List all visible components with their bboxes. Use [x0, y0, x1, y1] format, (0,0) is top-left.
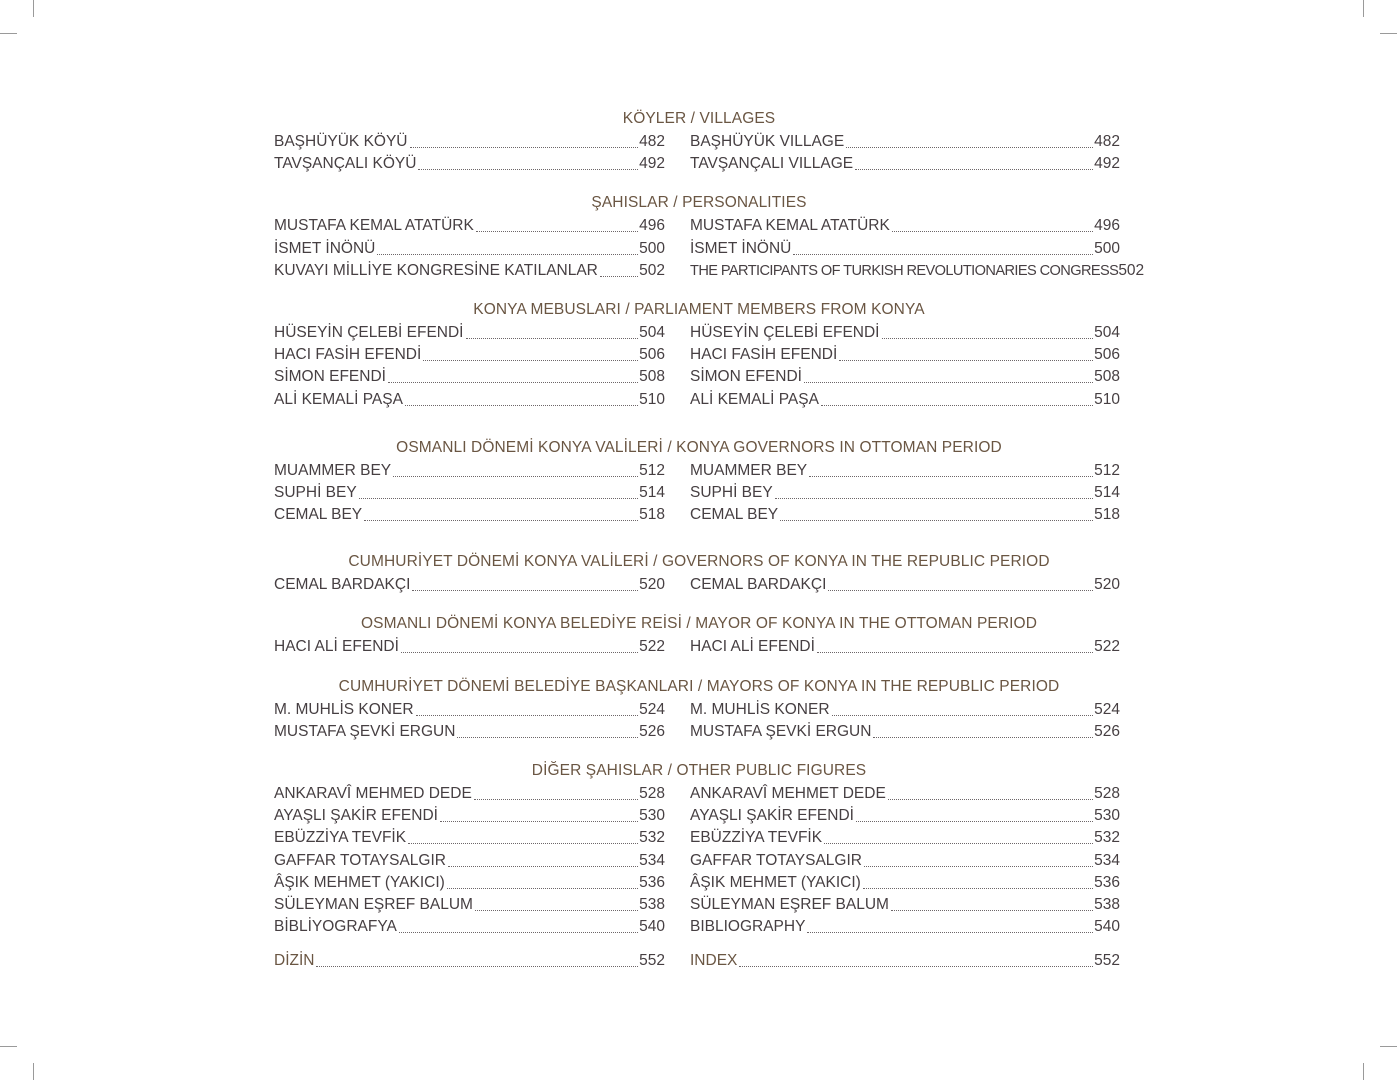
entry-label: ANKARAVÎ MEHMED DEDE — [274, 785, 472, 802]
dot-leader — [891, 909, 1093, 911]
dot-leader — [412, 589, 638, 591]
toc-entry-tr[interactable] — [274, 237, 665, 259]
entry-page: 526 — [1094, 722, 1120, 740]
toc-row — [274, 459, 1124, 481]
toc-row — [274, 635, 1124, 657]
dot-leader — [793, 253, 1093, 255]
dot-leader — [388, 381, 638, 383]
entry-label: HÜSEYİN ÇELEBİ EFENDİ — [690, 323, 880, 341]
toc-entry-en[interactable] — [690, 343, 1120, 365]
entry-page: 508 — [639, 368, 665, 386]
entry-page: 530 — [1094, 807, 1120, 825]
dot-leader — [839, 359, 1093, 361]
entry-page: 530 — [639, 807, 665, 825]
toc-entry-en[interactable] — [690, 782, 1120, 804]
dot-leader — [405, 404, 638, 406]
toc-entry-index-tr[interactable] — [274, 949, 665, 971]
toc-entry-en[interactable] — [690, 635, 1120, 657]
dot-leader — [824, 842, 1093, 844]
entry-label: EBÜZZİYA TEVFİK — [690, 829, 823, 847]
entry-label: ALİ KEMALİ PAŞA — [274, 390, 403, 408]
dot-leader — [393, 475, 638, 477]
toc-row — [274, 720, 1124, 742]
toc-row — [274, 573, 1124, 595]
toc-row — [274, 698, 1124, 720]
dot-leader — [401, 651, 638, 653]
toc-section-index — [274, 949, 1124, 971]
dot-leader — [423, 359, 638, 361]
toc-row — [274, 871, 1124, 893]
dot-leader — [440, 820, 638, 822]
toc-entry-tr[interactable] — [274, 214, 665, 236]
entry-page: 502 — [1118, 261, 1145, 279]
crop-mark-bottom-left — [33, 1063, 34, 1080]
toc-entry-en[interactable] — [690, 365, 1120, 387]
entry-page: 506 — [1094, 346, 1120, 364]
toc-entry-en[interactable] — [690, 459, 1120, 481]
entry-page: 510 — [639, 390, 665, 408]
entry-label: CEMAL BEY — [274, 506, 363, 524]
dot-leader — [780, 519, 1093, 521]
toc-section-ottoman-governors — [274, 437, 1124, 526]
toc-row — [274, 214, 1124, 236]
toc-row — [274, 237, 1124, 259]
toc-row — [274, 915, 1124, 937]
toc-row — [274, 503, 1124, 525]
entry-page: 520 — [1094, 576, 1120, 594]
entry-label: CEMAL BEY — [690, 506, 779, 524]
dot-leader — [447, 887, 638, 889]
entry-label: BAŞHÜYÜK KÖYÜ — [274, 133, 408, 150]
toc-entry-tr[interactable] — [274, 365, 665, 387]
entry-page: 540 — [639, 918, 665, 936]
toc-entry-en[interactable] — [690, 237, 1120, 259]
crop-mark-top-left-h — [0, 33, 17, 34]
dot-leader — [448, 865, 638, 867]
entry-label: ALİ KEMALİ PAŞA — [690, 390, 819, 408]
entry-label: MUSTAFA KEMAL ATATÜRK — [274, 217, 474, 235]
entry-label: SİMON EFENDİ — [690, 368, 802, 386]
toc-entry-index-en[interactable] — [690, 949, 1120, 971]
dot-leader — [855, 168, 1093, 170]
entry-label: AYAŞLI ŞAKİR EFENDİ — [274, 807, 438, 825]
entry-label: CEMAL BARDAKÇI — [274, 576, 411, 594]
entry-page: 552 — [1094, 952, 1120, 970]
entry-page: 518 — [639, 506, 665, 524]
entry-page: 520 — [639, 576, 665, 594]
entry-label: TAVŞANÇALI VILLAGE — [690, 155, 854, 173]
toc-entry-tr[interactable] — [274, 635, 665, 657]
entry-page: 538 — [1094, 895, 1120, 913]
toc-entry-en[interactable] — [690, 573, 1120, 595]
dot-leader — [807, 931, 1093, 933]
toc-section-parliament-members — [274, 299, 1124, 410]
entry-label: KUVAYI MİLLİYE KONGRESİNE KATILANLAR — [274, 261, 598, 279]
dot-leader — [882, 337, 1094, 339]
dot-leader — [739, 965, 1093, 967]
entry-label: BİBLİYOGRAFYA — [274, 918, 397, 936]
toc-entry-tr[interactable] — [274, 849, 665, 871]
dot-leader — [457, 736, 638, 738]
entry-label: ANKARAVÎ MEHMET DEDE — [690, 785, 886, 802]
entry-label: SÜLEYMAN EŞREF BALUM — [690, 895, 889, 913]
toc-section-ottoman-mayor — [274, 613, 1124, 657]
entry-page: 552 — [639, 952, 665, 970]
entry-page: 492 — [1094, 155, 1120, 173]
entry-page: 512 — [1094, 461, 1120, 479]
section-title: CUMHURİYET DÖNEMİ BELEDİYE BAŞKANLARI / MAYORS OF KONYA IN THE REPUBLIC PERIOD — [338, 677, 1060, 695]
toc-entry-tr[interactable] — [274, 826, 665, 848]
toc-entry-tr[interactable] — [274, 893, 665, 915]
dot-leader — [863, 887, 1093, 889]
entry-page: 508 — [1094, 368, 1120, 386]
dot-leader — [873, 736, 1093, 738]
entry-label: DİZİN — [274, 952, 315, 970]
section-title: OSMANLI DÖNEMİ KONYA VALİLERİ / KONYA GOVERNORS IN OTTOMAN PERIOD — [396, 438, 1002, 456]
entry-page: 534 — [639, 851, 665, 869]
entry-label: M. MUHLİS KONER — [274, 700, 414, 718]
entry-label: BIBLIOGRAPHY — [690, 918, 806, 936]
entry-label: MUAMMER BEY — [274, 461, 392, 479]
entry-page: 506 — [639, 346, 665, 364]
toc-entry-tr[interactable] — [274, 804, 665, 826]
toc-entry-tr[interactable] — [274, 720, 665, 742]
entry-label: ÂŞIK MEHMET (YAKICI) — [274, 873, 445, 891]
dot-leader — [804, 381, 1093, 383]
entry-page: 492 — [639, 155, 665, 173]
entry-label: THE PARTICIPANTS OF TURKISH REVOLUTIONARIES CONGRESS — [690, 262, 1119, 279]
entry-label: SUPHİ BEY — [690, 483, 773, 501]
section-title: CUMHURİYET DÖNEMİ KONYA VALİLERİ / GOVERNORS OF KONYA IN THE REPUBLIC PERIOD — [348, 553, 1050, 571]
dot-leader — [364, 519, 638, 521]
dot-leader — [466, 337, 639, 339]
entry-page: 524 — [1094, 700, 1120, 718]
dot-leader — [475, 909, 638, 911]
dot-leader — [399, 931, 638, 933]
toc-row — [274, 259, 1145, 281]
entry-page: 500 — [639, 239, 665, 257]
entry-label: MUSTAFA ŞEVKİ ERGUN — [690, 722, 872, 740]
entry-page: 536 — [1094, 873, 1120, 891]
toc-section-villages — [274, 108, 1124, 174]
toc-entry-en[interactable] — [690, 720, 1120, 742]
dot-leader — [377, 253, 638, 255]
toc-entry-tr[interactable] — [274, 321, 665, 343]
entry-label: CEMAL BARDAKÇI — [690, 576, 827, 594]
entry-page: 532 — [1094, 829, 1120, 847]
entry-label: HACI ALİ EFENDİ — [274, 638, 399, 656]
entry-page: 502 — [639, 261, 665, 279]
entry-page: 528 — [639, 785, 665, 802]
toc-entry-en[interactable] — [690, 915, 1120, 937]
entry-page: 482 — [639, 133, 665, 150]
crop-mark-top-right — [1363, 0, 1364, 17]
toc-entry-en[interactable] — [690, 804, 1120, 826]
toc-entry-tr[interactable] — [274, 871, 665, 893]
dot-leader — [600, 275, 638, 277]
toc-entry-tr[interactable] — [274, 698, 665, 720]
dot-leader — [846, 146, 1093, 148]
toc-entry-tr[interactable] — [274, 388, 665, 410]
toc-row — [274, 365, 1124, 387]
toc-entry-en[interactable] — [690, 893, 1120, 915]
crop-mark-bottom-left-h — [0, 1046, 17, 1047]
toc-entry-tr[interactable] — [274, 782, 665, 804]
dot-leader — [476, 230, 638, 232]
entry-page: 532 — [639, 829, 665, 847]
toc-row — [274, 949, 1124, 971]
entry-label: SUPHİ BEY — [274, 483, 357, 501]
crop-mark-top-left — [33, 0, 34, 17]
dot-leader — [408, 842, 638, 844]
entry-label: SÜLEYMAN EŞREF BALUM — [274, 895, 473, 913]
toc-row — [274, 826, 1124, 848]
toc-entry-en[interactable] — [690, 214, 1120, 236]
toc-entry-tr[interactable] — [274, 152, 665, 174]
entry-label: GAFFAR TOTAYSALGIR — [690, 851, 862, 869]
entry-page: 500 — [1094, 239, 1120, 257]
dot-leader — [416, 714, 639, 716]
entry-page: 534 — [1094, 851, 1120, 869]
entry-label: HÜSEYİN ÇELEBİ EFENDİ — [274, 323, 464, 341]
dot-leader — [809, 475, 1093, 477]
table-of-contents — [274, 108, 1145, 972]
toc-entry-tr[interactable] — [274, 573, 665, 595]
entry-label: HACI ALİ EFENDİ — [690, 638, 815, 656]
entry-page: 526 — [639, 722, 665, 740]
toc-entry-en[interactable] — [690, 871, 1120, 893]
toc-row — [274, 152, 1124, 174]
dot-leader — [817, 651, 1093, 653]
entry-label: AYAŞLI ŞAKİR EFENDİ — [690, 807, 854, 825]
entry-label: BAŞHÜYÜK VILLAGE — [690, 133, 845, 150]
entry-page: 538 — [639, 895, 665, 913]
toc-section-personalities — [274, 192, 1145, 281]
dot-leader — [474, 798, 638, 800]
entry-label: GAFFAR TOTAYSALGIR — [274, 851, 446, 869]
entry-page: 528 — [1094, 785, 1120, 802]
crop-mark-top-right-h — [1380, 33, 1397, 34]
toc-entry-tr[interactable] — [274, 915, 665, 937]
toc-entry-tr[interactable] — [274, 259, 665, 281]
toc-entry-en[interactable] — [690, 826, 1120, 848]
toc-row — [274, 893, 1124, 915]
entry-page: 504 — [1094, 323, 1120, 341]
toc-entry-tr[interactable] — [274, 481, 665, 503]
toc-entry-tr[interactable] — [274, 343, 665, 365]
toc-entry-en[interactable] — [690, 388, 1120, 410]
dot-leader — [828, 589, 1093, 591]
entry-label: SİMON EFENDİ — [274, 368, 386, 386]
entry-label: EBÜZZİYA TEVFİK — [274, 829, 407, 847]
dot-leader — [892, 230, 1093, 232]
toc-entry-tr[interactable] — [274, 503, 665, 525]
dot-leader — [856, 820, 1093, 822]
entry-page: 536 — [639, 873, 665, 891]
entry-label: MUSTAFA ŞEVKİ ERGUN — [274, 722, 456, 740]
entry-label: MUAMMER BEY — [690, 461, 808, 479]
entry-page: 514 — [639, 483, 665, 501]
dot-leader — [410, 146, 639, 148]
dot-leader — [359, 497, 638, 499]
toc-entry-tr[interactable] — [274, 459, 665, 481]
dot-leader — [418, 168, 638, 170]
toc-entry-en[interactable] — [690, 259, 1145, 281]
entry-label: ÂŞIK MEHMET (YAKICI) — [690, 873, 861, 891]
dot-leader — [821, 404, 1093, 406]
toc-row — [274, 782, 1124, 804]
entry-page: 514 — [1094, 483, 1120, 501]
toc-row — [274, 804, 1124, 826]
entry-label: HACI FASİH EFENDİ — [274, 346, 422, 364]
toc-entry-en[interactable] — [690, 321, 1120, 343]
toc-entry-en[interactable] — [690, 849, 1120, 871]
toc-entry-en[interactable] — [690, 152, 1120, 174]
dot-leader — [316, 965, 638, 967]
toc-row — [274, 321, 1124, 343]
toc-row — [274, 388, 1124, 410]
toc-row — [274, 130, 1124, 152]
toc-row — [274, 849, 1124, 871]
dot-leader — [888, 798, 1093, 800]
toc-entry-en[interactable] — [690, 481, 1120, 503]
crop-mark-bottom-right — [1363, 1063, 1364, 1080]
entry-label: İSMET İNÖNÜ — [274, 239, 376, 257]
dot-leader — [775, 497, 1093, 499]
section-title: KONYA MEBUSLARI / PARLIAMENT MEMBERS FROM KONYA — [473, 300, 925, 318]
toc-section-other-figures — [274, 760, 1124, 937]
entry-page: 504 — [639, 323, 665, 341]
section-title: OSMANLI DÖNEMİ KONYA BELEDİYE REİSİ / MAYOR OF KONYA IN THE OTTOMAN PERIOD — [360, 615, 1038, 633]
section-title: ŞAHISLAR / PERSONALITIES — [591, 194, 807, 212]
entry-page: 482 — [1094, 133, 1120, 150]
entry-label: INDEX — [690, 952, 738, 970]
entry-label: İSMET İNÖNÜ — [690, 239, 792, 257]
entry-page: 510 — [1094, 390, 1120, 408]
dot-leader — [864, 865, 1093, 867]
entry-page: 512 — [639, 461, 665, 479]
entry-page: 496 — [1094, 217, 1120, 235]
section-title: KÖYLER / VILLAGES — [622, 110, 776, 127]
toc-entry-en[interactable] — [690, 698, 1120, 720]
entry-page: 496 — [639, 217, 665, 235]
entry-label: TAVŞANÇALI KÖYÜ — [274, 155, 417, 173]
section-title: DİĞER ŞAHISLAR / OTHER PUBLIC FIGURES — [531, 762, 867, 779]
toc-section-republic-mayors — [274, 676, 1124, 742]
toc-entry-en[interactable] — [690, 503, 1120, 525]
entry-label: M. MUHLİS KONER — [690, 700, 830, 718]
entry-label: HACI FASİH EFENDİ — [690, 346, 838, 364]
entry-page: 522 — [639, 638, 665, 656]
crop-mark-bottom-right-h — [1380, 1046, 1397, 1047]
entry-page: 518 — [1094, 506, 1120, 524]
entry-page: 524 — [639, 700, 665, 718]
entry-page: 540 — [1094, 918, 1120, 936]
toc-row — [274, 343, 1124, 365]
toc-entry-en[interactable] — [690, 130, 1120, 152]
toc-section-republic-governors — [274, 551, 1124, 595]
entry-label: MUSTAFA KEMAL ATATÜRK — [690, 217, 890, 235]
toc-entry-tr[interactable] — [274, 130, 665, 152]
dot-leader — [832, 714, 1094, 716]
entry-page: 522 — [1094, 638, 1120, 656]
toc-row — [274, 481, 1124, 503]
